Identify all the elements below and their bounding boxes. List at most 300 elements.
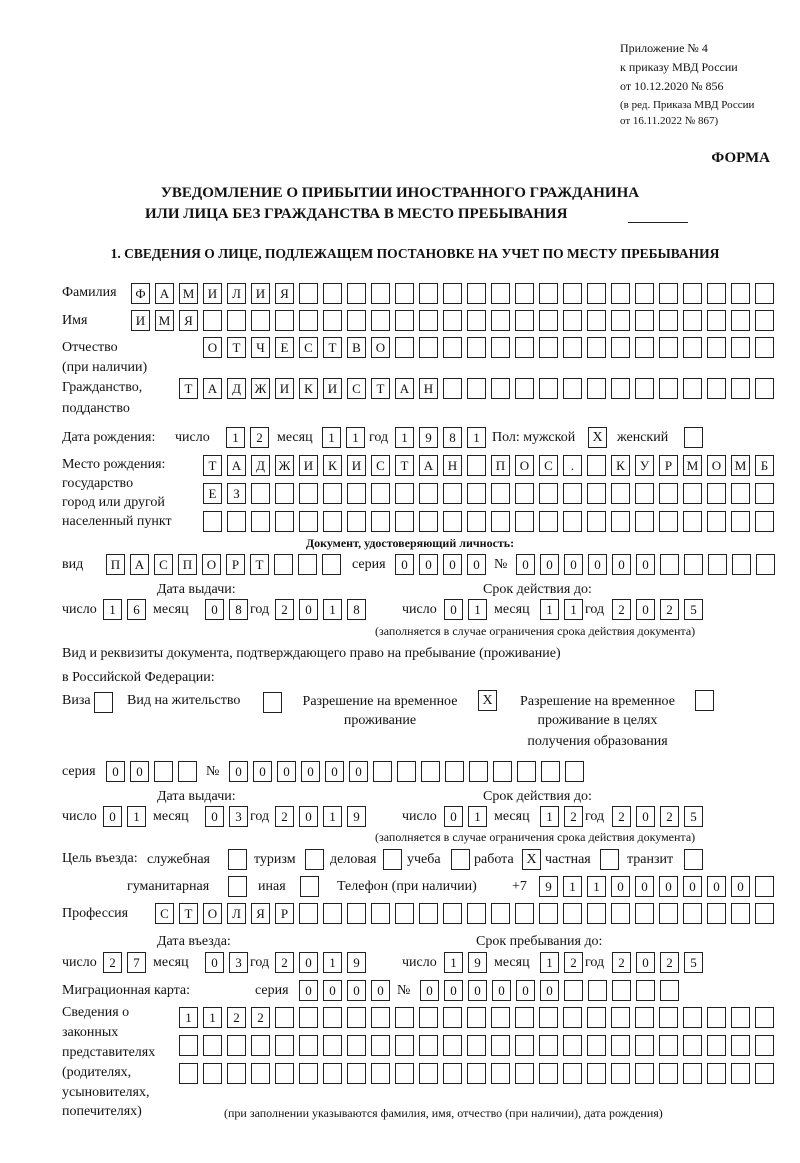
char-cell[interactable]: 9 bbox=[468, 952, 487, 973]
char-cell[interactable]: И bbox=[203, 283, 222, 304]
char-cell[interactable] bbox=[587, 378, 606, 399]
char-cell[interactable] bbox=[539, 283, 558, 304]
char-cell[interactable] bbox=[467, 483, 486, 504]
char-cell[interactable] bbox=[565, 761, 584, 782]
char-cell[interactable]: 0 bbox=[540, 554, 559, 575]
char-cell[interactable] bbox=[659, 1063, 678, 1084]
char-cell[interactable] bbox=[251, 310, 270, 331]
char-cell[interactable] bbox=[587, 1063, 606, 1084]
char-cell[interactable] bbox=[443, 511, 462, 532]
char-cell[interactable]: 1 bbox=[468, 806, 487, 827]
char-cell[interactable] bbox=[635, 511, 654, 532]
char-cell[interactable] bbox=[539, 310, 558, 331]
char-cell[interactable]: Е bbox=[275, 337, 294, 358]
char-cell[interactable] bbox=[755, 903, 774, 924]
char-cell[interactable] bbox=[323, 310, 342, 331]
purpose-option-checkbox[interactable] bbox=[600, 849, 619, 870]
char-cell[interactable]: Н bbox=[443, 455, 462, 476]
char-cell[interactable]: 0 bbox=[205, 952, 224, 973]
char-cell[interactable] bbox=[371, 310, 390, 331]
char-cell[interactable] bbox=[707, 1063, 726, 1084]
char-cell[interactable] bbox=[563, 283, 582, 304]
char-cell[interactable] bbox=[371, 511, 390, 532]
char-cell[interactable]: С bbox=[347, 378, 366, 399]
temp-edu-permit-checkbox[interactable] bbox=[695, 690, 714, 711]
char-cell[interactable] bbox=[419, 337, 438, 358]
char-cell[interactable] bbox=[347, 310, 366, 331]
char-cell[interactable] bbox=[251, 511, 270, 532]
char-cell[interactable]: Ф bbox=[131, 283, 150, 304]
char-cell[interactable]: 0 bbox=[106, 761, 125, 782]
char-cell[interactable] bbox=[323, 1007, 342, 1028]
char-cell[interactable]: 0 bbox=[229, 761, 248, 782]
char-cell[interactable] bbox=[587, 310, 606, 331]
char-cell[interactable] bbox=[299, 1007, 318, 1028]
char-cell[interactable] bbox=[493, 761, 512, 782]
char-cell[interactable] bbox=[659, 483, 678, 504]
char-cell[interactable] bbox=[635, 1063, 654, 1084]
char-cell[interactable] bbox=[611, 511, 630, 532]
char-cell[interactable]: С bbox=[155, 903, 174, 924]
char-cell[interactable] bbox=[322, 554, 341, 575]
char-cell[interactable]: О bbox=[707, 455, 726, 476]
char-cell[interactable]: 0 bbox=[707, 876, 726, 897]
char-cell[interactable] bbox=[467, 455, 486, 476]
char-cell[interactable]: 0 bbox=[301, 761, 320, 782]
char-cell[interactable] bbox=[467, 1063, 486, 1084]
char-cell[interactable] bbox=[347, 1063, 366, 1084]
char-cell[interactable]: О bbox=[203, 903, 222, 924]
char-cell[interactable]: Д bbox=[251, 455, 270, 476]
char-cell[interactable] bbox=[419, 1063, 438, 1084]
char-cell[interactable]: 2 bbox=[612, 952, 631, 973]
char-cell[interactable] bbox=[611, 1063, 630, 1084]
char-cell[interactable] bbox=[371, 903, 390, 924]
char-cell[interactable] bbox=[443, 1063, 462, 1084]
char-cell[interactable]: 1 bbox=[444, 952, 463, 973]
sex-female-checkbox[interactable] bbox=[684, 427, 703, 448]
char-cell[interactable] bbox=[347, 283, 366, 304]
char-cell[interactable] bbox=[178, 761, 197, 782]
char-cell[interactable] bbox=[203, 1035, 222, 1056]
char-cell[interactable] bbox=[467, 1007, 486, 1028]
char-cell[interactable] bbox=[443, 337, 462, 358]
char-cell[interactable] bbox=[323, 1035, 342, 1056]
purpose-option-checkbox[interactable] bbox=[305, 849, 324, 870]
char-cell[interactable] bbox=[443, 903, 462, 924]
char-cell[interactable] bbox=[683, 378, 702, 399]
char-cell[interactable] bbox=[731, 483, 750, 504]
char-cell[interactable]: З bbox=[227, 483, 246, 504]
char-cell[interactable] bbox=[515, 483, 534, 504]
char-cell[interactable]: 0 bbox=[564, 554, 583, 575]
char-cell[interactable]: О bbox=[515, 455, 534, 476]
char-cell[interactable] bbox=[541, 761, 560, 782]
char-cell[interactable]: И bbox=[131, 310, 150, 331]
char-cell[interactable] bbox=[395, 483, 414, 504]
char-cell[interactable] bbox=[612, 980, 631, 1001]
char-cell[interactable] bbox=[683, 1007, 702, 1028]
char-cell[interactable] bbox=[299, 310, 318, 331]
char-cell[interactable] bbox=[395, 903, 414, 924]
char-cell[interactable] bbox=[373, 761, 392, 782]
char-cell[interactable]: Н bbox=[419, 378, 438, 399]
char-cell[interactable] bbox=[275, 511, 294, 532]
char-cell[interactable]: 0 bbox=[516, 554, 535, 575]
char-cell[interactable]: 1 bbox=[346, 427, 365, 448]
char-cell[interactable]: 2 bbox=[250, 427, 269, 448]
char-cell[interactable]: У bbox=[635, 455, 654, 476]
char-cell[interactable]: Т bbox=[323, 337, 342, 358]
char-cell[interactable] bbox=[731, 903, 750, 924]
char-cell[interactable]: 0 bbox=[205, 599, 224, 620]
char-cell[interactable]: 2 bbox=[660, 599, 679, 620]
char-cell[interactable] bbox=[227, 511, 246, 532]
char-cell[interactable]: 0 bbox=[588, 554, 607, 575]
char-cell[interactable] bbox=[635, 378, 654, 399]
char-cell[interactable] bbox=[299, 903, 318, 924]
char-cell[interactable]: И bbox=[251, 283, 270, 304]
char-cell[interactable] bbox=[491, 511, 510, 532]
char-cell[interactable]: 0 bbox=[277, 761, 296, 782]
char-cell[interactable] bbox=[539, 483, 558, 504]
char-cell[interactable]: 0 bbox=[299, 952, 318, 973]
char-cell[interactable]: Л bbox=[227, 903, 246, 924]
char-cell[interactable]: И bbox=[347, 455, 366, 476]
char-cell[interactable] bbox=[635, 1007, 654, 1028]
char-cell[interactable] bbox=[539, 337, 558, 358]
char-cell[interactable] bbox=[421, 761, 440, 782]
char-cell[interactable] bbox=[635, 283, 654, 304]
char-cell[interactable]: 2 bbox=[612, 599, 631, 620]
char-cell[interactable]: 1 bbox=[540, 952, 559, 973]
char-cell[interactable] bbox=[659, 310, 678, 331]
char-cell[interactable] bbox=[467, 310, 486, 331]
char-cell[interactable]: 0 bbox=[419, 554, 438, 575]
char-cell[interactable] bbox=[611, 483, 630, 504]
char-cell[interactable] bbox=[491, 283, 510, 304]
char-cell[interactable] bbox=[659, 337, 678, 358]
char-cell[interactable]: Т bbox=[371, 378, 390, 399]
char-cell[interactable] bbox=[731, 1035, 750, 1056]
char-cell[interactable]: 0 bbox=[636, 554, 655, 575]
char-cell[interactable] bbox=[755, 1063, 774, 1084]
char-cell[interactable] bbox=[371, 483, 390, 504]
char-cell[interactable]: М bbox=[731, 455, 750, 476]
char-cell[interactable] bbox=[587, 511, 606, 532]
char-cell[interactable] bbox=[707, 310, 726, 331]
char-cell[interactable] bbox=[323, 903, 342, 924]
char-cell[interactable] bbox=[371, 1007, 390, 1028]
char-cell[interactable]: А bbox=[419, 455, 438, 476]
char-cell[interactable]: 1 bbox=[323, 599, 342, 620]
char-cell[interactable]: 2 bbox=[251, 1007, 270, 1028]
char-cell[interactable] bbox=[587, 455, 606, 476]
char-cell[interactable] bbox=[395, 511, 414, 532]
char-cell[interactable]: 1 bbox=[179, 1007, 198, 1028]
char-cell[interactable] bbox=[397, 761, 416, 782]
char-cell[interactable] bbox=[467, 283, 486, 304]
char-cell[interactable] bbox=[347, 1007, 366, 1028]
char-cell[interactable]: 2 bbox=[275, 599, 294, 620]
char-cell[interactable] bbox=[731, 378, 750, 399]
char-cell[interactable] bbox=[203, 511, 222, 532]
char-cell[interactable]: А bbox=[203, 378, 222, 399]
char-cell[interactable]: 0 bbox=[130, 761, 149, 782]
char-cell[interactable] bbox=[659, 283, 678, 304]
char-cell[interactable]: 2 bbox=[660, 952, 679, 973]
char-cell[interactable] bbox=[515, 378, 534, 399]
char-cell[interactable] bbox=[659, 903, 678, 924]
temp-permit-checkbox[interactable]: X bbox=[478, 690, 497, 711]
purpose-option-checkbox[interactable] bbox=[383, 849, 402, 870]
char-cell[interactable] bbox=[371, 1063, 390, 1084]
char-cell[interactable] bbox=[517, 761, 536, 782]
char-cell[interactable] bbox=[659, 1035, 678, 1056]
char-cell[interactable]: 0 bbox=[492, 980, 511, 1001]
char-cell[interactable]: 0 bbox=[395, 554, 414, 575]
char-cell[interactable]: 1 bbox=[540, 599, 559, 620]
char-cell[interactable]: 0 bbox=[636, 599, 655, 620]
char-cell[interactable]: Р bbox=[226, 554, 245, 575]
char-cell[interactable] bbox=[707, 483, 726, 504]
char-cell[interactable] bbox=[299, 1063, 318, 1084]
char-cell[interactable] bbox=[683, 903, 702, 924]
char-cell[interactable] bbox=[683, 283, 702, 304]
char-cell[interactable] bbox=[275, 1007, 294, 1028]
char-cell[interactable] bbox=[443, 1035, 462, 1056]
char-cell[interactable] bbox=[707, 1007, 726, 1028]
char-cell[interactable] bbox=[419, 1007, 438, 1028]
sex-male-checkbox[interactable]: X bbox=[588, 427, 607, 448]
char-cell[interactable] bbox=[755, 483, 774, 504]
char-cell[interactable] bbox=[707, 378, 726, 399]
char-cell[interactable] bbox=[275, 1063, 294, 1084]
purpose-option-checkbox[interactable] bbox=[228, 876, 247, 897]
char-cell[interactable] bbox=[563, 310, 582, 331]
char-cell[interactable]: 2 bbox=[612, 806, 631, 827]
char-cell[interactable] bbox=[564, 980, 583, 1001]
char-cell[interactable]: 0 bbox=[103, 806, 122, 827]
char-cell[interactable] bbox=[659, 511, 678, 532]
char-cell[interactable] bbox=[515, 511, 534, 532]
char-cell[interactable] bbox=[251, 483, 270, 504]
char-cell[interactable]: 2 bbox=[564, 952, 583, 973]
char-cell[interactable] bbox=[755, 378, 774, 399]
char-cell[interactable] bbox=[587, 1035, 606, 1056]
char-cell[interactable]: 3 bbox=[229, 806, 248, 827]
char-cell[interactable]: 1 bbox=[103, 599, 122, 620]
char-cell[interactable] bbox=[299, 283, 318, 304]
char-cell[interactable]: 1 bbox=[564, 599, 583, 620]
char-cell[interactable] bbox=[707, 1035, 726, 1056]
char-cell[interactable]: 0 bbox=[444, 980, 463, 1001]
char-cell[interactable]: С bbox=[539, 455, 558, 476]
char-cell[interactable]: А bbox=[395, 378, 414, 399]
char-cell[interactable] bbox=[203, 310, 222, 331]
char-cell[interactable] bbox=[683, 310, 702, 331]
char-cell[interactable]: Я bbox=[179, 310, 198, 331]
char-cell[interactable] bbox=[611, 1007, 630, 1028]
char-cell[interactable]: 1 bbox=[323, 952, 342, 973]
char-cell[interactable]: 0 bbox=[349, 761, 368, 782]
char-cell[interactable] bbox=[299, 1035, 318, 1056]
char-cell[interactable] bbox=[635, 337, 654, 358]
char-cell[interactable] bbox=[587, 483, 606, 504]
char-cell[interactable] bbox=[467, 378, 486, 399]
char-cell[interactable] bbox=[515, 1035, 534, 1056]
char-cell[interactable] bbox=[227, 1063, 246, 1084]
purpose-option-checkbox[interactable]: X bbox=[522, 849, 541, 870]
char-cell[interactable] bbox=[563, 1007, 582, 1028]
char-cell[interactable]: 1 bbox=[322, 427, 341, 448]
char-cell[interactable] bbox=[515, 1007, 534, 1028]
char-cell[interactable] bbox=[395, 337, 414, 358]
char-cell[interactable] bbox=[491, 1063, 510, 1084]
char-cell[interactable]: 0 bbox=[347, 980, 366, 1001]
char-cell[interactable] bbox=[371, 1035, 390, 1056]
char-cell[interactable] bbox=[611, 283, 630, 304]
char-cell[interactable]: 0 bbox=[205, 806, 224, 827]
char-cell[interactable] bbox=[515, 337, 534, 358]
char-cell[interactable]: 9 bbox=[347, 806, 366, 827]
char-cell[interactable] bbox=[419, 1035, 438, 1056]
char-cell[interactable]: Д bbox=[227, 378, 246, 399]
char-cell[interactable] bbox=[347, 903, 366, 924]
char-cell[interactable] bbox=[683, 483, 702, 504]
char-cell[interactable] bbox=[491, 483, 510, 504]
char-cell[interactable] bbox=[539, 903, 558, 924]
char-cell[interactable] bbox=[443, 378, 462, 399]
char-cell[interactable] bbox=[491, 337, 510, 358]
char-cell[interactable] bbox=[299, 511, 318, 532]
char-cell[interactable]: 6 bbox=[127, 599, 146, 620]
char-cell[interactable]: 0 bbox=[253, 761, 272, 782]
char-cell[interactable] bbox=[179, 1063, 198, 1084]
char-cell[interactable] bbox=[419, 483, 438, 504]
char-cell[interactable] bbox=[707, 511, 726, 532]
char-cell[interactable]: 0 bbox=[540, 980, 559, 1001]
char-cell[interactable]: Ж bbox=[251, 378, 270, 399]
char-cell[interactable]: 0 bbox=[467, 554, 486, 575]
char-cell[interactable]: 0 bbox=[371, 980, 390, 1001]
char-cell[interactable] bbox=[563, 378, 582, 399]
char-cell[interactable] bbox=[251, 1035, 270, 1056]
char-cell[interactable] bbox=[731, 1007, 750, 1028]
char-cell[interactable]: 1 bbox=[468, 599, 487, 620]
char-cell[interactable]: Б bbox=[755, 455, 774, 476]
char-cell[interactable] bbox=[515, 903, 534, 924]
char-cell[interactable]: Р bbox=[659, 455, 678, 476]
char-cell[interactable] bbox=[251, 1063, 270, 1084]
char-cell[interactable] bbox=[755, 310, 774, 331]
char-cell[interactable]: К bbox=[323, 455, 342, 476]
char-cell[interactable]: 3 bbox=[229, 952, 248, 973]
char-cell[interactable] bbox=[371, 283, 390, 304]
char-cell[interactable] bbox=[275, 483, 294, 504]
char-cell[interactable]: 0 bbox=[636, 952, 655, 973]
char-cell[interactable] bbox=[588, 980, 607, 1001]
char-cell[interactable] bbox=[154, 761, 173, 782]
char-cell[interactable]: И bbox=[299, 455, 318, 476]
char-cell[interactable] bbox=[539, 1035, 558, 1056]
visa-checkbox[interactable] bbox=[94, 692, 113, 713]
char-cell[interactable]: 0 bbox=[299, 599, 318, 620]
residence-permit-checkbox[interactable] bbox=[263, 692, 282, 713]
char-cell[interactable]: 0 bbox=[635, 876, 654, 897]
char-cell[interactable] bbox=[731, 283, 750, 304]
char-cell[interactable]: 8 bbox=[347, 599, 366, 620]
char-cell[interactable]: С bbox=[299, 337, 318, 358]
char-cell[interactable]: Л bbox=[227, 283, 246, 304]
purpose-option-checkbox[interactable] bbox=[228, 849, 247, 870]
char-cell[interactable] bbox=[563, 903, 582, 924]
char-cell[interactable]: О bbox=[203, 337, 222, 358]
char-cell[interactable] bbox=[755, 511, 774, 532]
char-cell[interactable]: 7 bbox=[127, 952, 146, 973]
char-cell[interactable]: Я bbox=[275, 283, 294, 304]
char-cell[interactable]: 0 bbox=[299, 806, 318, 827]
purpose-option-checkbox[interactable] bbox=[451, 849, 470, 870]
char-cell[interactable] bbox=[731, 1063, 750, 1084]
char-cell[interactable]: 0 bbox=[444, 806, 463, 827]
char-cell[interactable] bbox=[731, 337, 750, 358]
char-cell[interactable] bbox=[587, 903, 606, 924]
char-cell[interactable] bbox=[419, 903, 438, 924]
char-cell[interactable]: Я bbox=[251, 903, 270, 924]
char-cell[interactable]: Т bbox=[179, 903, 198, 924]
char-cell[interactable]: Т bbox=[179, 378, 198, 399]
char-cell[interactable]: 1 bbox=[127, 806, 146, 827]
char-cell[interactable]: 1 bbox=[563, 876, 582, 897]
char-cell[interactable]: 0 bbox=[612, 554, 631, 575]
char-cell[interactable] bbox=[755, 876, 774, 897]
char-cell[interactable]: 2 bbox=[564, 806, 583, 827]
char-cell[interactable] bbox=[298, 554, 317, 575]
char-cell[interactable]: 1 bbox=[395, 427, 414, 448]
char-cell[interactable]: А bbox=[155, 283, 174, 304]
char-cell[interactable]: 0 bbox=[468, 980, 487, 1001]
char-cell[interactable]: 0 bbox=[420, 980, 439, 1001]
char-cell[interactable]: 2 bbox=[275, 806, 294, 827]
char-cell[interactable] bbox=[443, 283, 462, 304]
char-cell[interactable] bbox=[469, 761, 488, 782]
char-cell[interactable] bbox=[659, 1007, 678, 1028]
char-cell[interactable]: Т bbox=[203, 455, 222, 476]
char-cell[interactable]: 1 bbox=[540, 806, 559, 827]
char-cell[interactable] bbox=[707, 283, 726, 304]
char-cell[interactable] bbox=[755, 337, 774, 358]
char-cell[interactable] bbox=[635, 903, 654, 924]
char-cell[interactable]: И bbox=[323, 378, 342, 399]
char-cell[interactable]: 1 bbox=[323, 806, 342, 827]
char-cell[interactable]: . bbox=[563, 455, 582, 476]
char-cell[interactable] bbox=[611, 378, 630, 399]
char-cell[interactable]: Е bbox=[203, 483, 222, 504]
char-cell[interactable]: 0 bbox=[731, 876, 750, 897]
char-cell[interactable] bbox=[563, 483, 582, 504]
char-cell[interactable] bbox=[227, 310, 246, 331]
char-cell[interactable] bbox=[611, 337, 630, 358]
char-cell[interactable] bbox=[611, 1035, 630, 1056]
char-cell[interactable] bbox=[395, 1063, 414, 1084]
char-cell[interactable] bbox=[323, 483, 342, 504]
char-cell[interactable]: 2 bbox=[227, 1007, 246, 1028]
char-cell[interactable] bbox=[299, 483, 318, 504]
char-cell[interactable] bbox=[611, 903, 630, 924]
char-cell[interactable]: Т bbox=[395, 455, 414, 476]
char-cell[interactable] bbox=[443, 483, 462, 504]
